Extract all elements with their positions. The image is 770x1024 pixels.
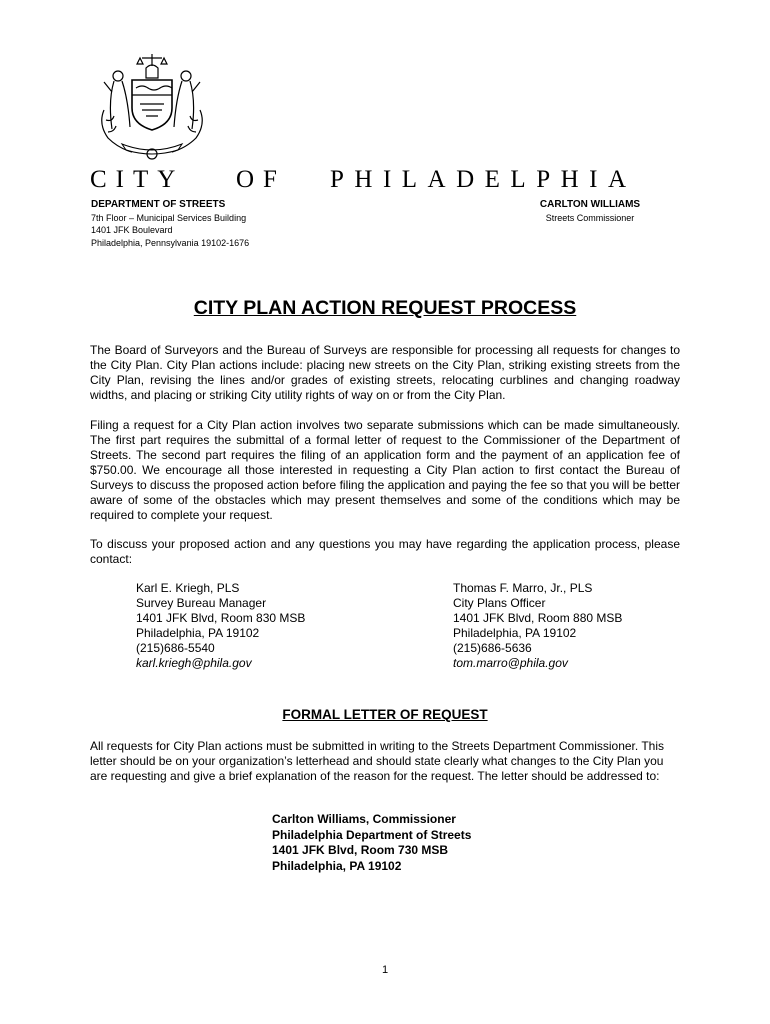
addressee-line: Carlton Williams, Commissioner xyxy=(272,812,456,826)
contact-email-link[interactable]: karl.kriegh@phila.gov xyxy=(136,656,252,670)
section-title: FORMAL LETTER OF REQUEST xyxy=(282,707,488,722)
contact-name: Karl E. Kriegh, PLS xyxy=(136,581,240,595)
department-name: DEPARTMENT OF STREETS xyxy=(91,199,226,210)
page-number: 1 xyxy=(381,964,389,976)
contact-title: City Plans Officer xyxy=(453,596,546,610)
contact-name: Thomas F. Marro, Jr., PLS xyxy=(453,581,593,595)
commissioner-title: Streets Commissioner xyxy=(545,212,635,223)
contact-address: 1401 JFK Blvd, Room 830 MSB xyxy=(136,611,306,625)
contact-paragraph: To discuss your proposed action and any questions you may have regarding the application process, please contact: xyxy=(90,537,680,566)
contact-city: Philadelphia, PA 19102 xyxy=(453,626,577,640)
of-word: OF xyxy=(236,166,286,193)
contact-phone: (215)686-5540 xyxy=(136,641,215,655)
contact-title: Survey Bureau Manager xyxy=(136,596,267,610)
addressee-block xyxy=(272,812,471,874)
document-title: CITY PLAN ACTION REQUEST PROCESS xyxy=(193,297,577,319)
philadelphia-word: PHILADELPHIA xyxy=(330,166,637,193)
addressee-line: Philadelphia Department of Streets xyxy=(272,827,472,842)
letterhead-left xyxy=(91,199,249,249)
contact-city: Philadelphia, PA 19102 xyxy=(136,626,260,640)
addressee-line: 1401 JFK Blvd, Room 730 MSB xyxy=(272,843,449,857)
city-seal-icon xyxy=(96,50,208,162)
city-word: CITY xyxy=(90,166,185,193)
address-line: 1401 JFK Boulevard xyxy=(91,225,173,235)
contact-address: 1401 JFK Blvd, Room 880 MSB xyxy=(453,611,623,625)
filing-paragraph: Filing a request for a City Plan action involves two separate submissions which can be made simultaneously. The first part requires the submittal of a formal letter of request to the Commissioner of the Department of Streets. The second part requires the filing of an application form and the payment of an application fee of $750.00. We encourage all those interested in requesting a City Plan action to first contact the Bureau of Surveys to discuss the proposed action before filing the application and paying the fee so that you will be better aware of some of the obstacles which may present themselves and some of the conditions which may be required to complete your request. xyxy=(90,418,680,522)
formal-letter-paragraph: All requests for City Plan actions must be submitted in writing to the Streets Department Commissioner. This letter should be on your organization’s letterhead and should state clearly what changes to the City Plan you are requesting and give a brief explanation of the reason for the request. The letter should be addressed to: xyxy=(90,739,665,783)
addressee-line: Philadelphia, PA 19102 xyxy=(272,858,402,873)
commissioner-name: CARLTON WILLIAMS xyxy=(539,199,641,210)
address-line: 7th Floor – Municipal Services Building xyxy=(91,212,247,223)
contact-block xyxy=(453,581,622,671)
letterhead-right xyxy=(520,199,660,224)
contact-block xyxy=(136,581,305,671)
intro-paragraph: The Board of Surveyors and the Bureau of Surveys are responsible for processing all requests for changes to the City Plan. City Plan actions include: placing new streets on the City Plan, striking existing streets from the City Plan, revising the lines and/or grades of existing streets, relocating curblines and changing roadway widths, and placing or striking City utility rights of way on or from the City Plan. xyxy=(90,343,680,402)
contact-phone: (215)686-5636 xyxy=(453,641,532,655)
contact-email-link[interactable]: tom.marro@phila.gov xyxy=(453,656,568,670)
address-line: Philadelphia, Pennsylvania 19102-1676 xyxy=(91,237,250,248)
